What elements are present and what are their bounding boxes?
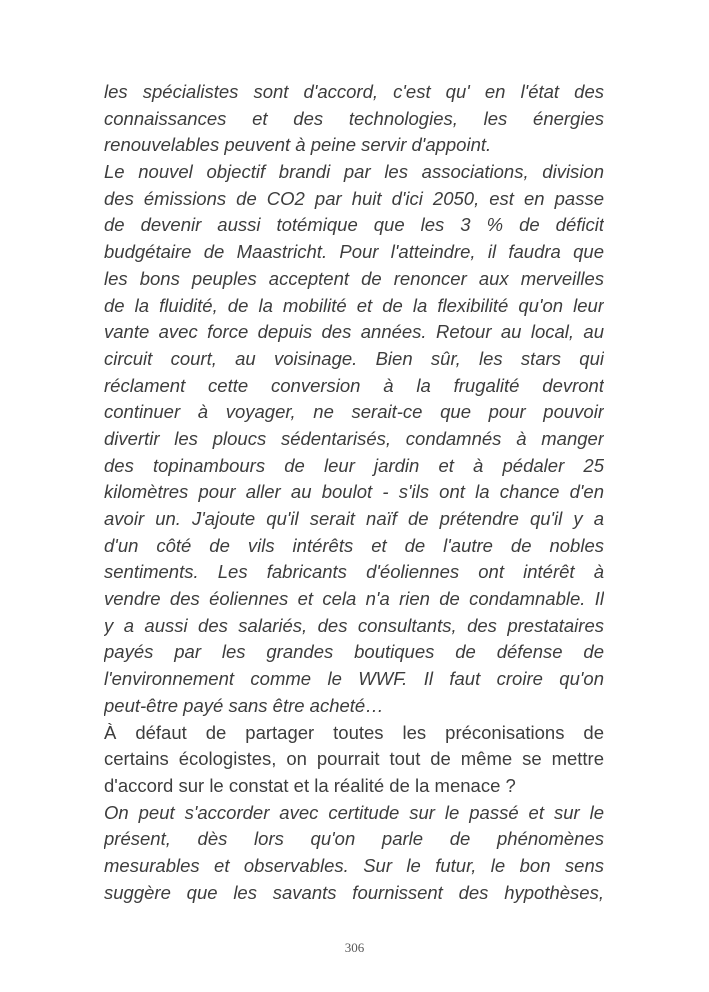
text-line: mesurables et observables. Sur le futur, le bon sens — [104, 854, 604, 876]
text-line: les spécialistes sont d'accord, c'est qu' en l'état des — [104, 81, 604, 102]
text-line: kilomètres pour aller au boulot - s'ils ont la chance d'en — [104, 481, 604, 503]
text-line: continuer à voyager, ne serait-ce que pour pouvoir — [104, 401, 604, 423]
text-line: sentiments. Les fabricants d'éoliennes ont intérêt à — [104, 561, 604, 583]
text-line: des émissions de CO2 par huit d'ici 2050, est en passe — [104, 187, 604, 209]
text-line: réclament cette conversion à la frugalité devront — [104, 374, 604, 396]
text-line: présent, dès lors qu'on parle de phénomènes — [104, 828, 604, 850]
page-number: 306 — [344, 940, 365, 955]
text-line: connaissances et des technologies, les énergies — [104, 107, 604, 129]
text-line: vante avec force depuis des années. Retour au local, au — [104, 321, 604, 343]
text-line: de la fluidité, de la mobilité et de la flexibilité qu'on leur — [104, 294, 604, 316]
text-line: de devenir aussi totémique que les 3 % de déficit — [104, 214, 604, 236]
text-line: circuit court, au voisinage. Bien sûr, les stars qui — [104, 347, 604, 369]
text-line: divertir les ploucs sédentarisés, condamnés à manger — [104, 427, 604, 449]
text-line: vendre des éoliennes et cela n'a rien de condamnable. Il — [104, 588, 604, 610]
text-line: budgétaire de Maastricht. Pour l'atteindre, il faudra que — [104, 241, 604, 263]
text-line: y a aussi des salariés, des consultants, des prestataires — [104, 614, 604, 636]
paragraph-3 — [104, 720, 604, 800]
paragraph-2 — [104, 159, 604, 719]
page-text — [104, 79, 604, 906]
text-line: avoir un. J'ajoute qu'il serait naïf de prétendre qu'il y a — [104, 508, 604, 529]
text-line: suggère que les savants fournissent des hypothèses, — [104, 881, 604, 903]
text-line: peut-être payé sans être acheté… — [104, 694, 384, 716]
text-line: l'environnement comme le WWF. Il faut croire qu'on — [104, 668, 604, 690]
paragraph-1 — [104, 79, 604, 159]
text-line: d'un côté de vils intérêts et de l'autre de nobles — [104, 534, 604, 556]
text-line: On peut s'accorder avec certitude sur le passé et sur le — [104, 801, 604, 823]
text-line: certains écologistes, on pourrait tout de même se mettre — [104, 748, 604, 770]
paragraph-4 — [104, 800, 604, 907]
text-line: Le nouvel objectif brandi par les associations, division — [104, 161, 604, 183]
text-line: À défaut de partager toutes les préconisations de — [104, 721, 604, 743]
text-line: payés par les grandes boutiques de défense de — [104, 641, 604, 663]
text-line: renouvelables peuvent à peine servir d'appoint. — [104, 134, 492, 156]
text-line: les bons peuples acceptent de renoncer aux merveilles — [104, 267, 604, 289]
text-line: d'accord sur le constat et la réalité de la menace ? — [104, 774, 516, 796]
text-line: des topinambours de leur jardin et à pédaler 25 — [104, 454, 604, 476]
